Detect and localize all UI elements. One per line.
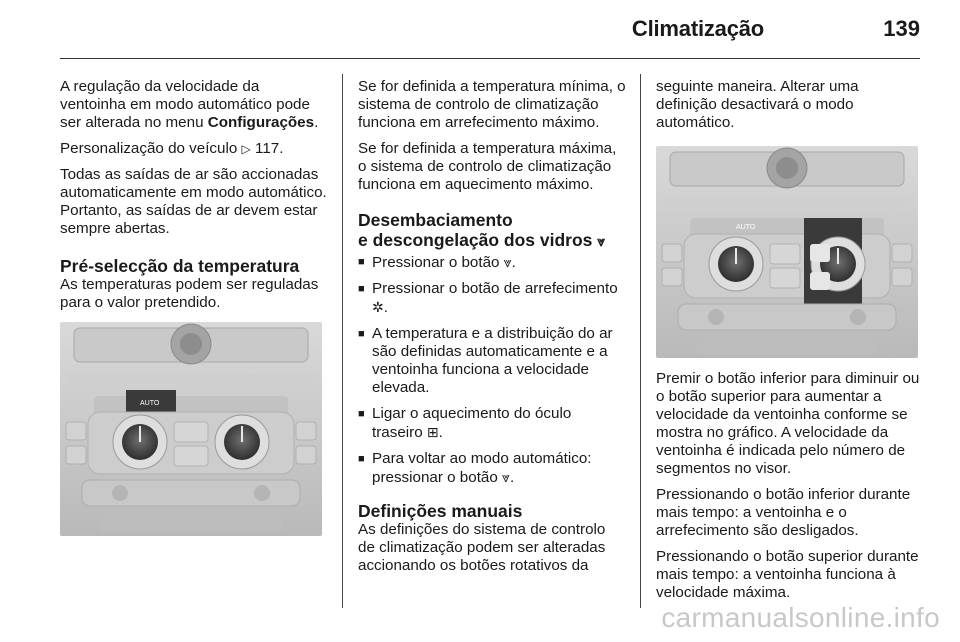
defrost-icon: ⩔ (502, 469, 510, 485)
column-1 (60, 78, 328, 536)
list-item: ■ Pressionar o botão ⩔. (358, 254, 516, 271)
section-heading: Pré-selecção da temperatura (60, 256, 300, 276)
header-rule (60, 58, 920, 59)
paragraph: Pressionando o botão superior durante mais tempo: a ventoinha funciona à velocidade máxima. (656, 548, 919, 601)
auto-label: AUTO (736, 224, 756, 231)
paragraph: As definições do sistema de controlo de climatização podem ser alteradas accionando os botões rotativos da (358, 521, 606, 574)
bullet-icon: ■ (358, 453, 365, 465)
paragraph: Todas as saídas de ar são accionadas automaticamente em modo automático. Portanto, as saídas de ar devem estar sempre abertas. (60, 166, 327, 237)
list-item: ■ Pressionar o botão de arrefecimento ✲. (358, 280, 618, 316)
defrost-icon: ⩔ (503, 254, 512, 270)
column-divider-2 (640, 74, 641, 608)
page-title: Climatização (631, 16, 764, 41)
list-item: ■ A temperatura e a distribuição do ar são definidas automaticamente e a ventoinha funciona a velocidade elevada. (358, 325, 613, 396)
page-reference[interactable]: 117. (255, 140, 284, 157)
section-heading: Desembaciamento e descongelação dos vidros ⩔ (358, 210, 606, 250)
column-divider-1 (342, 74, 343, 608)
climate-panel-figure-temperature (60, 322, 322, 536)
auto-label: AUTO (140, 400, 160, 407)
paragraph: Se for definida a temperatura mínima, o sistema de controlo de climatização funciona em arrefecimento máximo. (358, 78, 626, 131)
section-heading: Definições manuais (358, 501, 523, 521)
paragraph: seguinte maneira. Alterar uma definição desactivará o modo automático. (656, 78, 859, 131)
bullet-icon: ■ (358, 256, 365, 268)
defrost-icon: ⩔ (597, 233, 606, 249)
list-item: ■ Ligar o aquecimento do óculo traseiro ⊞. (358, 405, 572, 441)
list-item: ■ Para voltar ao modo automático: pressionar o botão ⩔. (358, 450, 592, 486)
snowflake-icon: ✲ (372, 299, 384, 315)
column-2 (358, 78, 626, 583)
climate-panel-figure-fan (656, 146, 918, 358)
paragraph: Pressionando o botão inferior durante mais tempo: a ventoinha e o arrefecimento são desligados. (656, 486, 911, 539)
watermark-brand: carmanualsonline.info (661, 602, 940, 633)
bullet-icon: ■ (358, 408, 365, 420)
column-3 (656, 78, 922, 610)
bullet-icon: ■ (358, 283, 365, 295)
paragraph: As temperaturas podem ser reguladas para o valor pretendido. (60, 276, 319, 311)
arrow-ref-icon: ▷ (241, 142, 251, 156)
menu-name: Configurações (207, 114, 315, 131)
paragraph: Premir o botão inferior para diminuir ou o botão superior para aumentar a velocidade da ventoinha conforme se mostra no gráfico. A velocidade da ventoinha é indicada pelo número de segmentos no visor. (656, 370, 920, 477)
paragraph: A regulação da velocidade da ventoinha em modo automático pode ser alterada no menu Configurações. (60, 78, 319, 131)
paragraph-reference: Personalização do veículo ▷ 117. (60, 140, 284, 157)
paragraph: Se for definida a temperatura máxima, o sistema de controlo de climatização funciona em aquecimento máximo. (358, 140, 617, 193)
page-number: 139 (883, 16, 920, 41)
bullet-list (358, 253, 626, 487)
rear-window-heat-icon: ⊞ (426, 424, 439, 440)
bullet-icon: ■ (358, 328, 365, 340)
